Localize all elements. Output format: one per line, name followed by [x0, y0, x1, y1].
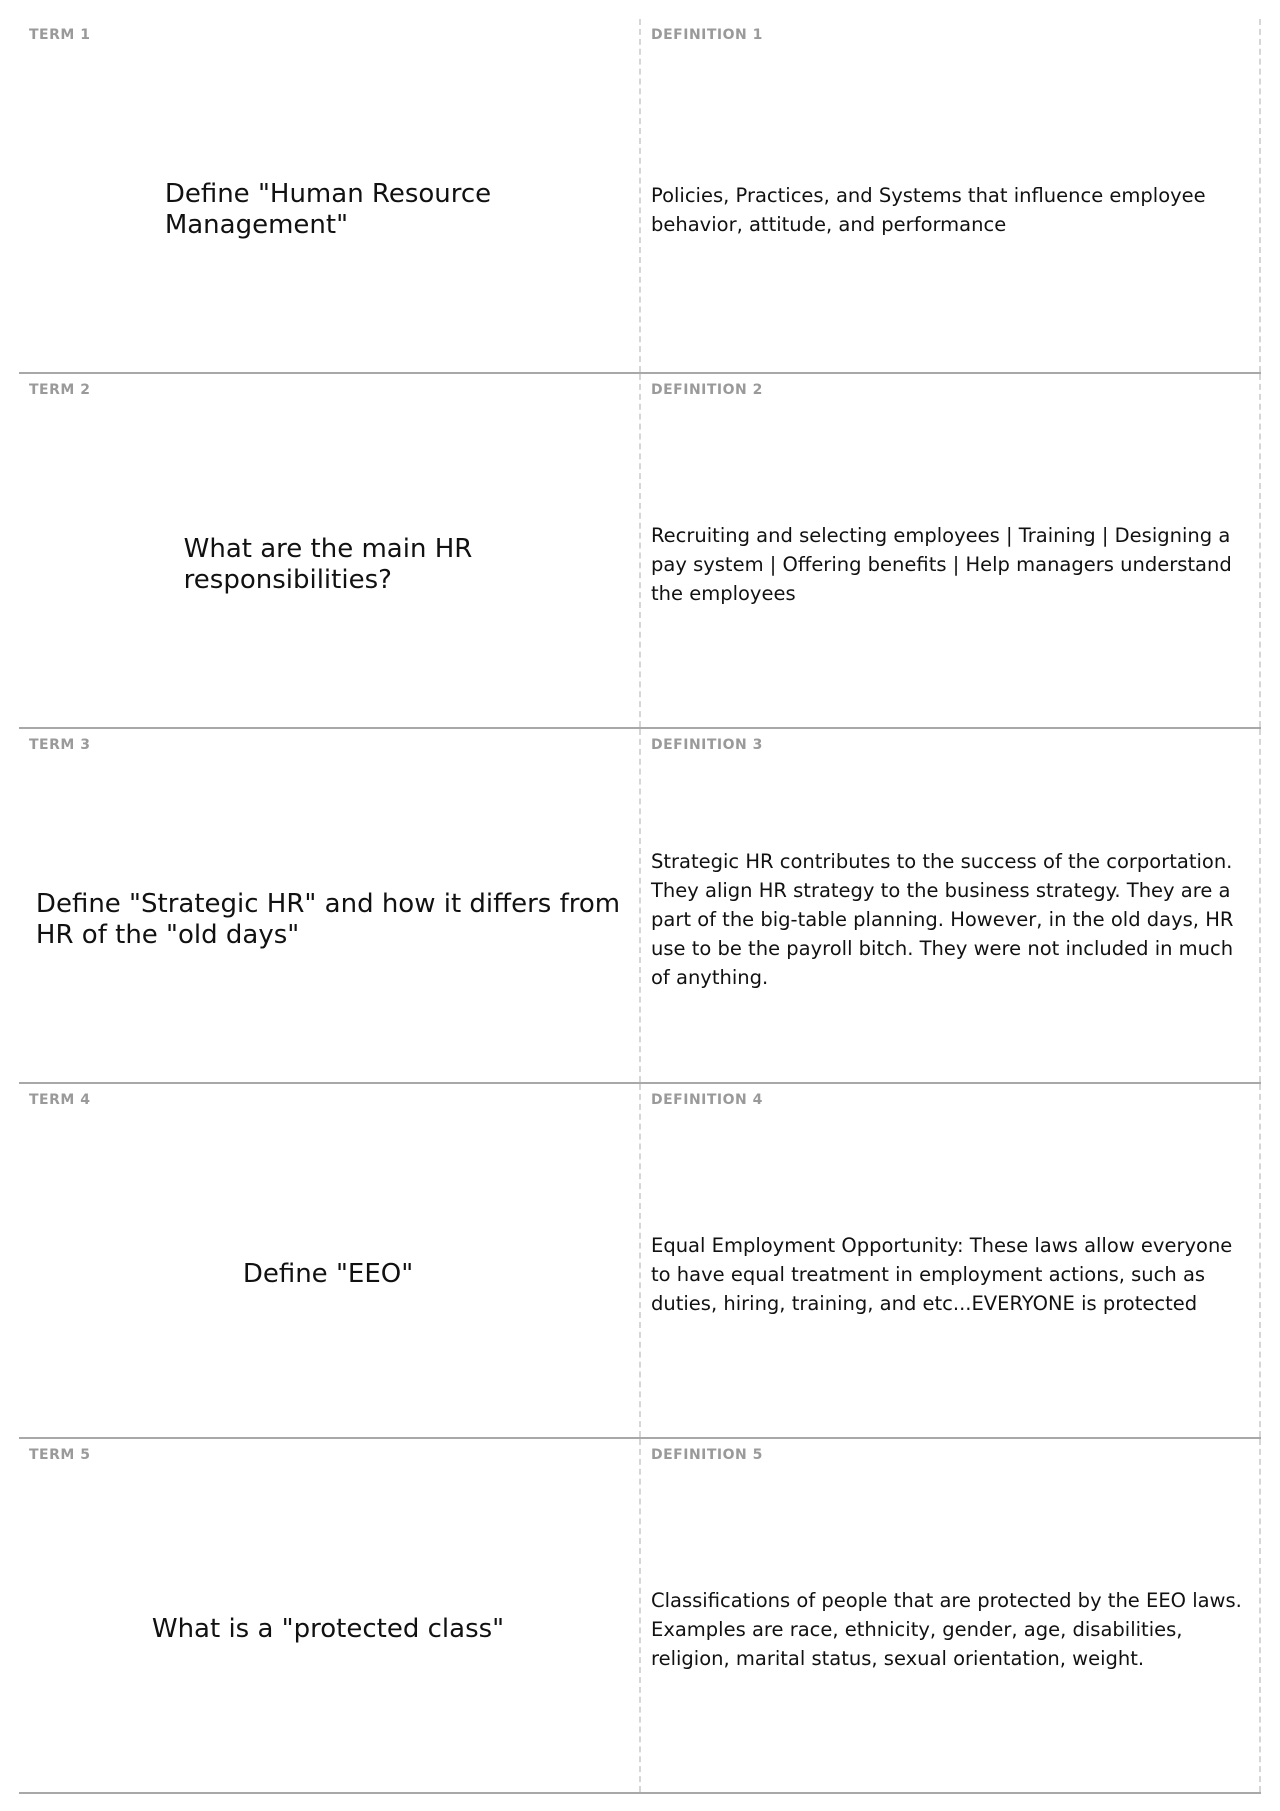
flashcard-row: [19, 1439, 1261, 1794]
definition-cell: [641, 1084, 1261, 1437]
definition-wrapper: [651, 1120, 1253, 1429]
flashcard-row: [19, 374, 1261, 729]
term-wrapper: [29, 1120, 627, 1429]
term-wrapper: [29, 765, 627, 1074]
term-label: TERM 3: [29, 737, 91, 753]
term-label: TERM 4: [29, 1092, 91, 1108]
definition-text: Strategic HR contributes to the success of the corportation. They align HR strategy to the business strategy. They are a part of the big-table planning. However, in the old days, HR use to be the payroll bitch. They were not included in much of anything.: [651, 850, 1234, 989]
term-wrapper: [29, 55, 627, 364]
term-label: TERM 1: [29, 27, 91, 43]
term-text: Define "Human Resource Management": [164, 178, 492, 240]
definition-text: Recruiting and selecting employees | Training | Designing a pay system | Offering benefits | Help managers understand the employees: [651, 524, 1232, 605]
definition-text: Equal Employment Opportunity: These laws allow everyone to have equal treatment in employment actions, such as duties, hiring, training, and etc...EVERYONE is protected: [651, 1234, 1233, 1315]
definition-label: DEFINITION 2: [651, 382, 763, 398]
term-cell: [19, 1084, 641, 1437]
term-text: Define "Strategic HR" and how it differs from HR of the "old days": [35, 888, 621, 950]
definition-wrapper: [651, 1475, 1253, 1784]
definition-label: DEFINITION 4: [651, 1092, 763, 1108]
definition-cell: [641, 19, 1261, 372]
flashcard-row: [19, 1084, 1261, 1439]
definition-label: DEFINITION 3: [651, 737, 763, 753]
definition-cell: [641, 1439, 1261, 1792]
term-cell: [19, 374, 641, 727]
definition-wrapper: [651, 410, 1253, 719]
definition-cell: [641, 374, 1261, 727]
term-text: Define "EEO": [242, 1259, 414, 1289]
term-label: TERM 2: [29, 382, 91, 398]
definition-text: Policies, Practices, and Systems that influence employee behavior, attitude, and performance: [651, 183, 1206, 236]
flashcard-row: [19, 19, 1261, 374]
term-cell: [19, 729, 641, 1082]
flashcard-sheet: [19, 19, 1261, 1794]
definition-text: Classifications of people that are protected by the EEO laws. Examples are race, ethnicity, gender, age, disabilities, religion, marital status, sexual orientation, weight.: [651, 1589, 1242, 1670]
definition-wrapper: [651, 765, 1253, 1074]
term-text: What is a "protected class": [151, 1614, 505, 1644]
term-label: TERM 5: [29, 1447, 91, 1463]
term-text: What are the main HR responsibilities?: [183, 533, 473, 595]
definition-label: DEFINITION 5: [651, 1447, 763, 1463]
flashcard-row: [19, 729, 1261, 1084]
term-cell: [19, 19, 641, 372]
definition-wrapper: [651, 55, 1253, 364]
definition-label: DEFINITION 1: [651, 27, 763, 43]
definition-cell: [641, 729, 1261, 1082]
term-wrapper: [29, 410, 627, 719]
term-wrapper: [29, 1475, 627, 1784]
term-cell: [19, 1439, 641, 1792]
